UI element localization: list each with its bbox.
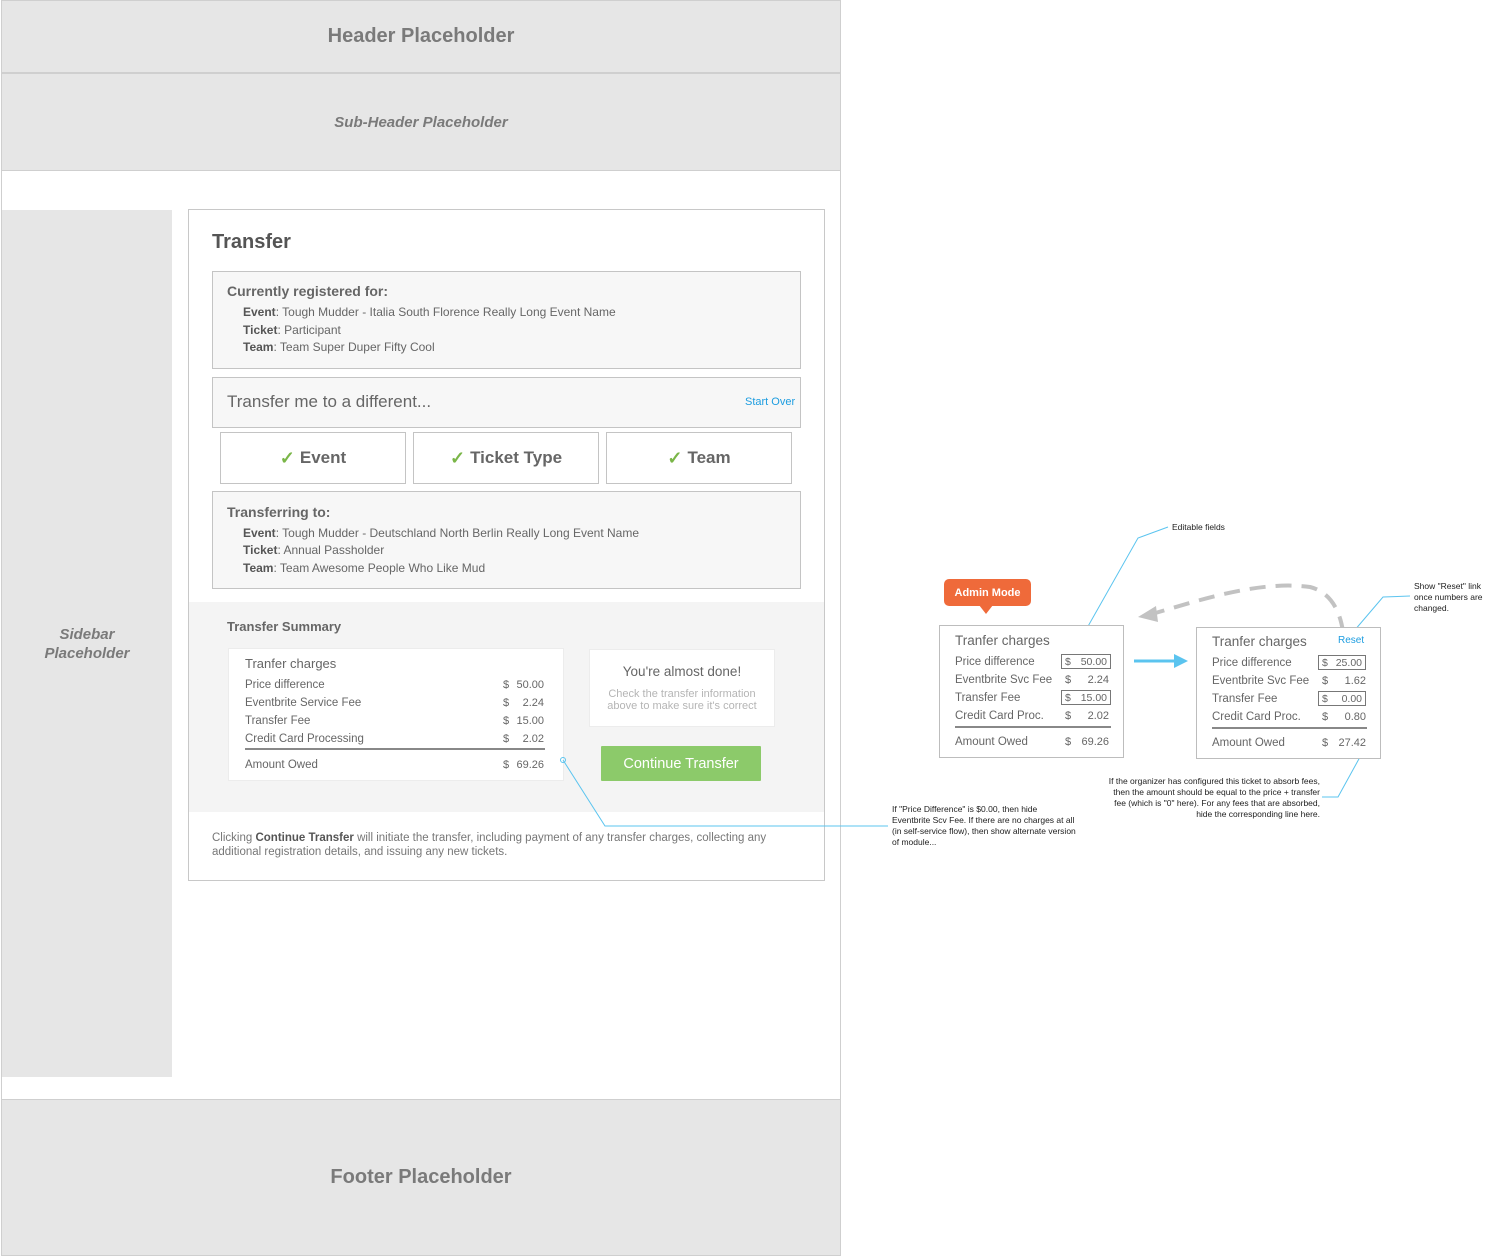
reset-row-currency: $ — [1322, 675, 1329, 687]
admin-amount-owed-label: Amount Owed — [955, 736, 1028, 748]
admin-mode-badge: Admin Mode — [944, 579, 1031, 606]
option-team-button[interactable] — [606, 432, 792, 484]
option-event-button[interactable] — [220, 432, 406, 484]
current-ticket-label: Ticket — [243, 323, 278, 337]
reset-loop-dashed-arrow — [1152, 586, 1343, 632]
transferring-to-heading: Transferring to: — [227, 504, 331, 520]
price-difference-input[interactable] — [1318, 655, 1366, 670]
reset-charges-divider — [1212, 727, 1367, 729]
current-ticket-value: : Participant — [277, 323, 341, 337]
almost-done-subtitle: Check the transfer information above to make sure it's correct — [607, 688, 757, 712]
transfer-fee-input[interactable] — [1061, 690, 1111, 705]
amount-owed-currency: $ — [503, 759, 510, 771]
reset-link-note: Show "Reset" link once numbers are changed. — [1414, 581, 1483, 613]
reset-amount-owed-label: Amount Owed — [1212, 737, 1285, 749]
reset-field-value: 0.00 — [1341, 693, 1362, 705]
reset-field-value: 25.00 — [1335, 657, 1362, 669]
option-team-label: Team — [687, 448, 731, 467]
footer-placeholder-label: Footer Placeholder — [330, 1166, 512, 1188]
transfer-fee-input[interactable] — [1318, 691, 1366, 706]
admin-mode-pointer — [979, 605, 993, 614]
charges-divider — [245, 748, 545, 750]
admin-field-value: 15.00 — [1080, 692, 1107, 704]
target-event-value: : Tough Mudder - Deutschland North Berlin Really Long Event Name — [275, 526, 639, 540]
admin-row-label: Price difference — [955, 656, 1035, 668]
reset-charges-title: Tranfer charges — [1212, 634, 1307, 649]
checkmark-icon: ✓ — [449, 447, 466, 468]
checkmark-icon: ✓ — [279, 447, 295, 468]
header-placeholder — [1, 0, 841, 73]
admin-charges-divider — [955, 726, 1111, 728]
absorbed-fees-note: If the organizer has configured this ticket to absorb fees, then the amount should be equal to the price + transfer fee (which is "0" here). For any fees that are absorbed, hide the corresponding line here. — [1108, 776, 1320, 819]
reset-row-value: 1.62 — [1344, 675, 1366, 687]
admin-amount-owed-currency: $ — [1065, 736, 1072, 748]
price-difference-input[interactable] — [1061, 654, 1111, 669]
reset-note-connector — [1354, 596, 1410, 631]
admin-amount-owed-value: 69.26 — [1081, 736, 1109, 748]
target-ticket-detail — [243, 543, 384, 557]
admin-field-value: 50.00 — [1080, 656, 1107, 668]
current-team-label: Team — [243, 340, 274, 354]
sidebar-placeholder — [2, 210, 172, 1077]
charge-row-label: Price difference — [245, 679, 325, 691]
target-ticket-label: Ticket — [243, 543, 278, 557]
footnote-text-end: will initiate the transfer, including payment of any transfer charges, collecting any additional registration details, and issuing any new tickets. — [212, 832, 767, 858]
transfer-summary-heading: Transfer Summary — [227, 619, 342, 634]
option-event-label: Event — [299, 448, 347, 467]
reset-row-label: Price difference — [1212, 657, 1292, 669]
admin-charges-title: Tranfer charges — [955, 633, 1050, 648]
header-placeholder-label: Header Placeholder — [327, 25, 515, 47]
footer-placeholder — [1, 1099, 841, 1256]
current-event-detail — [243, 305, 616, 319]
reset-amount-owed-value: 27.42 — [1338, 737, 1366, 749]
charge-row-currency: $ — [503, 715, 510, 727]
continue-transfer-button[interactable]: Continue Transfer — [601, 746, 761, 781]
target-team-value: : Team Awesome People Who Like Mud — [273, 561, 486, 575]
current-registration-heading: Currently registered for: — [227, 283, 389, 299]
admin-to-reset-arrowhead — [1174, 654, 1188, 668]
charge-row-value: 2.02 — [522, 733, 544, 745]
charge-row-label: Transfer Fee — [245, 715, 311, 727]
sidebar-placeholder-line2: Placeholder — [44, 644, 130, 662]
charge-row-value: 50.00 — [516, 679, 544, 691]
reset-row-value: 0.80 — [1344, 711, 1366, 723]
current-event-value: : Tough Mudder - Italia South Florence Really Long Event Name — [275, 305, 616, 319]
footnote-bold-text: Continue Transfer — [255, 832, 354, 844]
admin-row-currency: $ — [1065, 674, 1072, 686]
start-over-link[interactable]: Start Over — [745, 396, 796, 408]
transfer-charges-title: Tranfer charges — [245, 656, 337, 671]
current-team-value: : Team Super Duper Fifty Cool — [273, 340, 435, 354]
subheader-placeholder — [1, 73, 841, 171]
admin-row-currency: $ — [1065, 710, 1072, 722]
admin-field-currency: $ — [1065, 692, 1071, 704]
option-ticket-type-button[interactable] — [413, 432, 599, 484]
transfer-footnote — [212, 831, 802, 859]
reset-row-label: Eventbrite Svc Fee — [1212, 675, 1310, 687]
transfer-options-label: Transfer me to a different... — [227, 392, 432, 411]
option-ticket-type-label: Ticket Type — [470, 448, 563, 467]
admin-row-label: Transfer Fee — [955, 692, 1021, 704]
admin-row-label: Credit Card Proc. — [955, 710, 1044, 722]
admin-field-currency: $ — [1065, 656, 1071, 668]
reset-row-label: Transfer Fee — [1212, 693, 1278, 705]
almost-done-title: You're almost done! — [622, 664, 742, 679]
footnote-text-start: Clicking — [212, 832, 256, 844]
reset-field-currency: $ — [1322, 657, 1328, 669]
page-title: Transfer — [212, 231, 291, 253]
reset-loop-arrowhead — [1138, 606, 1158, 622]
admin-row-label: Eventbrite Svc Fee — [955, 674, 1053, 686]
price-difference-note: If "Price Difference" is $0.00, then hide Eventbrite Scv Fee. If there are no charges at all (in self-service flow), then show alternate version of module... — [892, 804, 1076, 847]
current-ticket-detail — [243, 323, 341, 337]
charge-row-currency: $ — [503, 679, 510, 691]
admin-row-value: 2.24 — [1087, 674, 1109, 686]
charge-row-currency: $ — [503, 733, 510, 745]
amount-owed-label: Amount Owed — [245, 759, 318, 771]
reset-row-currency: $ — [1322, 711, 1329, 723]
checkmark-icon: ✓ — [667, 447, 683, 468]
charge-row-value: 15.00 — [516, 715, 544, 727]
target-event-label: Event — [243, 526, 276, 540]
admin-row-value: 2.02 — [1087, 710, 1109, 722]
charge-row-value: 2.24 — [522, 697, 544, 709]
target-team-label: Team — [243, 561, 274, 575]
target-team-detail — [243, 561, 485, 575]
absorb-note-connector — [1322, 757, 1360, 797]
amount-owed-value: 69.26 — [516, 759, 544, 771]
current-event-label: Event — [243, 305, 276, 319]
charge-row-currency: $ — [503, 697, 510, 709]
reset-link[interactable]: Reset — [1338, 635, 1365, 646]
target-ticket-value: : Annual Passholder — [277, 543, 385, 557]
editable-fields-note: Editable fields — [1172, 522, 1225, 532]
current-team-detail — [243, 340, 435, 354]
charge-row-label: Eventbrite Service Fee — [245, 697, 362, 709]
reset-field-currency: $ — [1322, 693, 1328, 705]
charge-row-label: Credit Card Processing — [245, 733, 364, 745]
reset-row-label: Credit Card Proc. — [1212, 711, 1301, 723]
sidebar-placeholder-line1: Sidebar — [59, 625, 115, 643]
reset-amount-owed-currency: $ — [1322, 737, 1329, 749]
subheader-placeholder-label: Sub-Header Placeholder — [334, 113, 508, 131]
target-event-detail — [243, 526, 639, 540]
